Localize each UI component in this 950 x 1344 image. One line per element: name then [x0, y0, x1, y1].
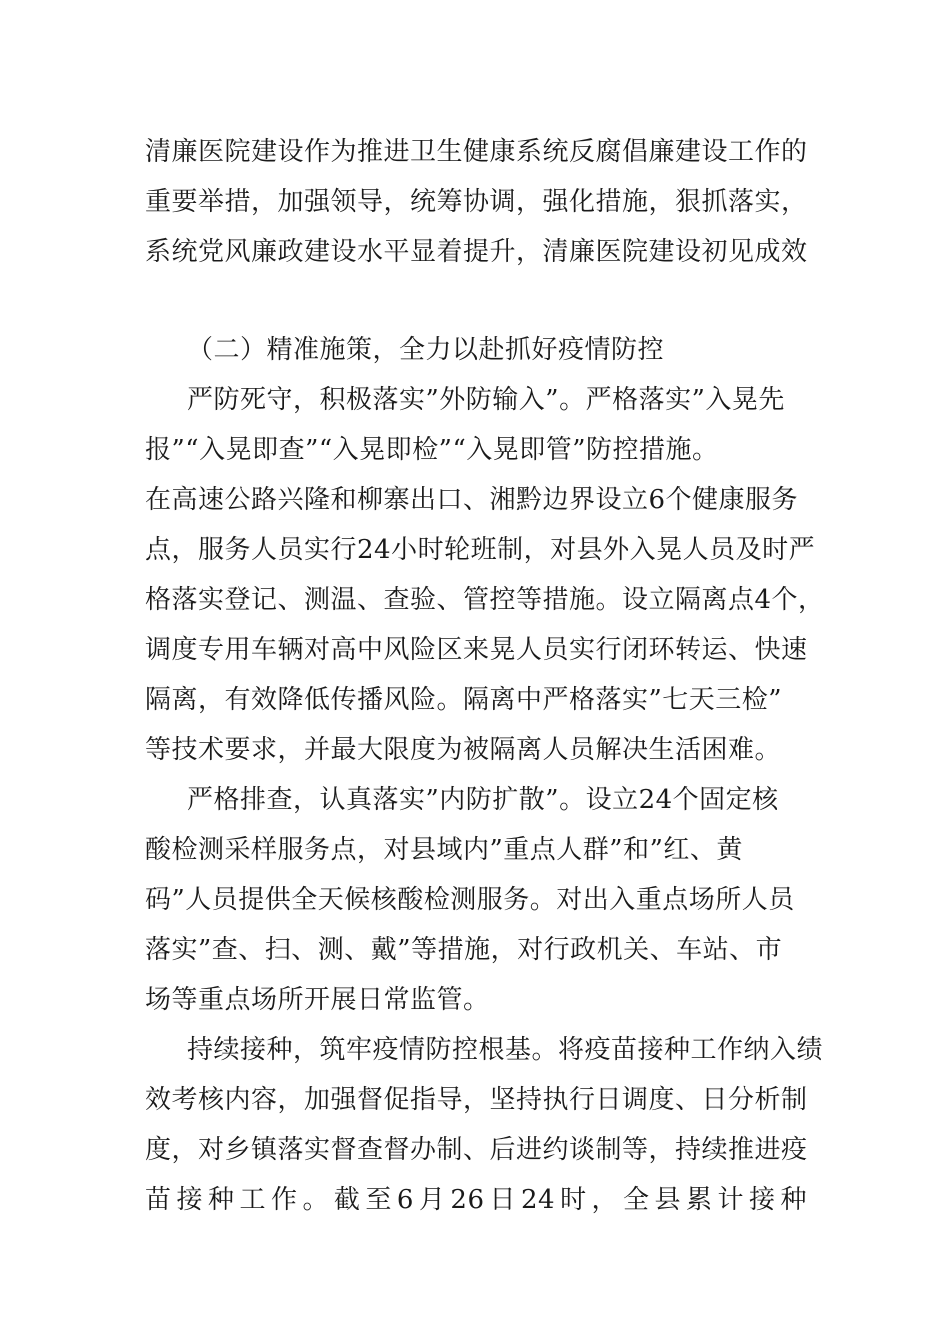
text-line: 点，服务人员实行24小时轮班制，对县外入晃人员及时严	[145, 535, 816, 565]
text-line: 报”“入晃即查”“入晃即检”“入晃即管”防控措施。	[145, 435, 719, 465]
text-line: 隔离，有效降低传播风险。隔离中严格落实”七天三检”	[145, 685, 783, 715]
section-heading: （二）精准施策，全力以赴抓好疫情防控	[187, 335, 665, 365]
text-line: 重要举措，加强领导，统筹协调，强化措施，狠抓落实，	[145, 187, 808, 217]
text-line: 格落实登记、测温、查验、管控等措施。设立隔离点4个，	[145, 585, 825, 615]
text-line: 度，对乡镇落实督查督办制、后进约谈制等，持续推进疫	[145, 1135, 808, 1165]
text-line: 系统党风廉政建设水平显着提升，清廉医院建设初见成效	[145, 237, 808, 267]
text-line: 场等重点场所开展日常监管。	[145, 985, 490, 1015]
text-line: 码”人员提供全天候核酸检测服务。对出入重点场所人员	[145, 885, 795, 915]
text-line: 调度专用车辆对高中风险区来晃人员实行闭环转运、快速	[145, 635, 808, 665]
text-line: 苗接种工作。截至6月26日24时，全县累计接种	[145, 1185, 807, 1215]
text-line: 等技术要求，并最大限度为被隔离人员解决生活困难。	[145, 735, 782, 765]
text-line: 落实”查、扫、测、戴”等措施，对行政机关、车站、市	[145, 935, 783, 965]
text-line: 在高速公路兴隆和柳寨出口、湘黔边界设立6个健康服务	[145, 485, 799, 515]
text-line: 严防死守，积极落实”外防输入”。严格落实”入晃先	[187, 385, 785, 415]
text-line: 持续接种，筑牢疫情防控根基。将疫苗接种工作纳入绩	[187, 1035, 824, 1065]
text-line: 酸检测采样服务点，对县域内”重点人群”和”红、黄	[145, 835, 743, 865]
text-line: 严格排查，认真落实”内防扩散”。设立24个固定核	[187, 785, 779, 815]
text-line: 效考核内容，加强督促指导，坚持执行日调度、日分析制	[145, 1085, 808, 1115]
text-line: 清廉医院建设作为推进卫生健康系统反腐倡廉建设工作的	[145, 137, 808, 167]
